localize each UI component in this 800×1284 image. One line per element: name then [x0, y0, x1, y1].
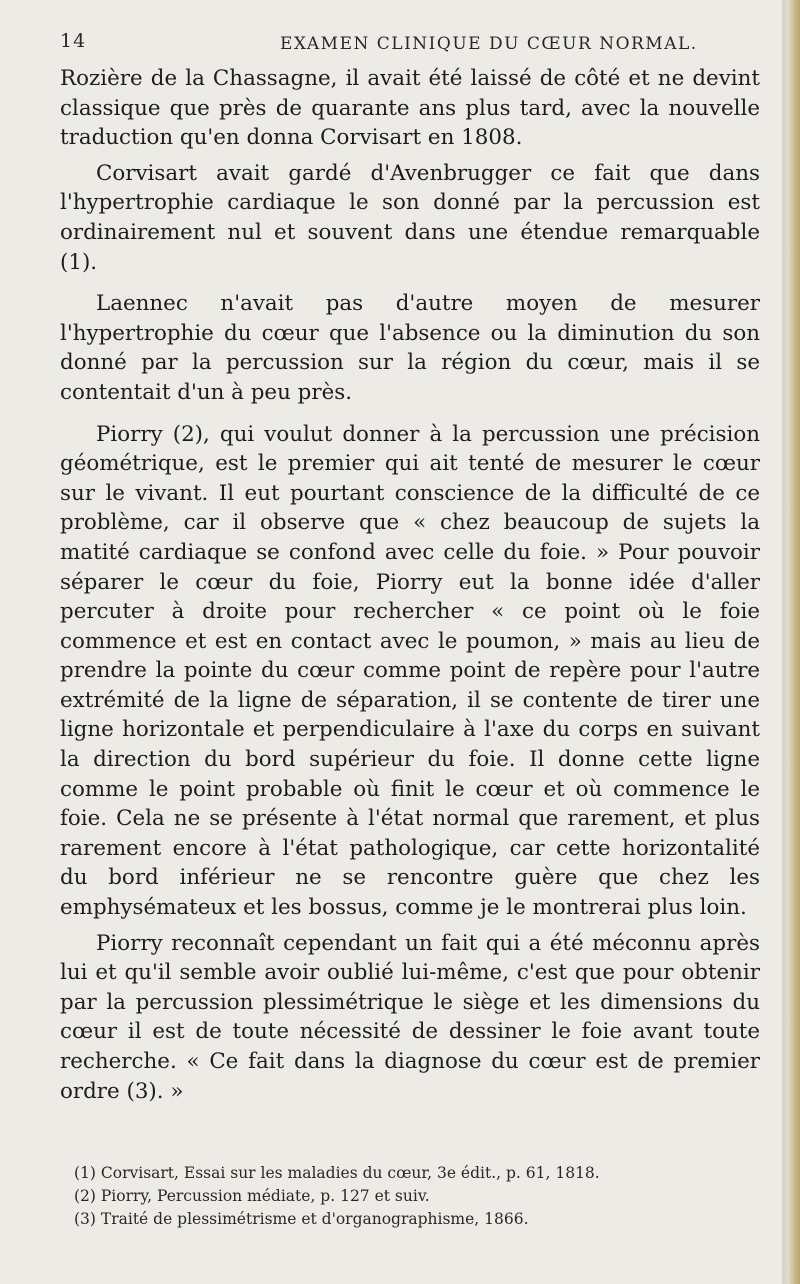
paragraph-corvisart: Corvisart avait gardé d'Avenbrugger ce fait que dans l'hypertrophie cardiaque le son donné par la percussion est ordinairement nul et souvent dans une étendue remarquable (1).	[60, 160, 760, 275]
paragraph-piorry: Piorry (2), qui voulut donner à la percussion une précision géométrique, est le premier qui ait tenté de mesurer le cœur sur le vivant. Il eut pourtant conscience de la difficulté de ce problème, car il observe que « chez beaucoup de sujets la matité cardiaque se confond avec celle du foie. » Pour pouvoir séparer le cœur du foie, Piorry eut la bonne idée d'aller percuter à droite pour rechercher « ce point où le foie commence et est en contact avec le poumon, » mais au lieu de prendre la pointe du cœur comme point de repère pour l'autre extrémité de la ligne de séparation, il se contente de tirer une ligne horizontale et perpendiculaire à l'axe du corps en suivant la direction du bord supérieur du foie. Il donne cette ligne comme le point probable où finit le cœur et où commence le foie. Cela ne se présente à l'état normal que rarement, et plus rarement encore à l'état pathologique, car cette horizontalité du bord inférieur ne se rencontre guère que chez les emphysémateux et les bossus, comme je le montrerai plus loin.	[60, 421, 760, 921]
page-header	[60, 30, 760, 58]
paragraph-laennec: Laennec n'avait pas d'autre moyen de mesurer l'hypertrophie du cœur que l'absence ou la diminution du son donné par la percussion sur la région du cœur, mais il se contentait d'un à peu près.	[60, 291, 760, 405]
page-edge	[782, 0, 800, 1284]
body-text	[60, 64, 760, 1106]
paragraph-continuation: Rozière de la Chassagne, il avait été laissé de côté et ne devint classique que près de quarante ans plus tard, avec la nouvelle traduction qu'en donna Corvisart en 1808.	[60, 66, 760, 151]
page-number: 14	[60, 30, 87, 52]
footnotes	[60, 1162, 760, 1231]
footnote-2: (2) Piorry, Percussion médiate, p. 127 et suiv.	[74, 1187, 430, 1205]
running-title: EXAMEN CLINIQUE DU CŒUR NORMAL.	[280, 34, 698, 54]
footnote-1: (1) Corvisart, Essai sur les maladies du cœur, 3e édit., p. 61, 1818.	[74, 1164, 600, 1182]
paragraph-piorry-reconnait: Piorry reconnaît cependant un fait qui a été méconnu après lui et qu'il semble avoir oublié lui-même, c'est que pour obtenir par la percussion plessimétrique le siège et les dimensions du cœur il est de toute nécessité de dessiner le foie avant toute recherche. « Ce fait dans la diagnose du cœur est de premier ordre (3). »	[60, 930, 760, 1104]
footnote-3: (3) Traité de plessimétrisme et d'organographisme, 1866.	[74, 1210, 529, 1228]
